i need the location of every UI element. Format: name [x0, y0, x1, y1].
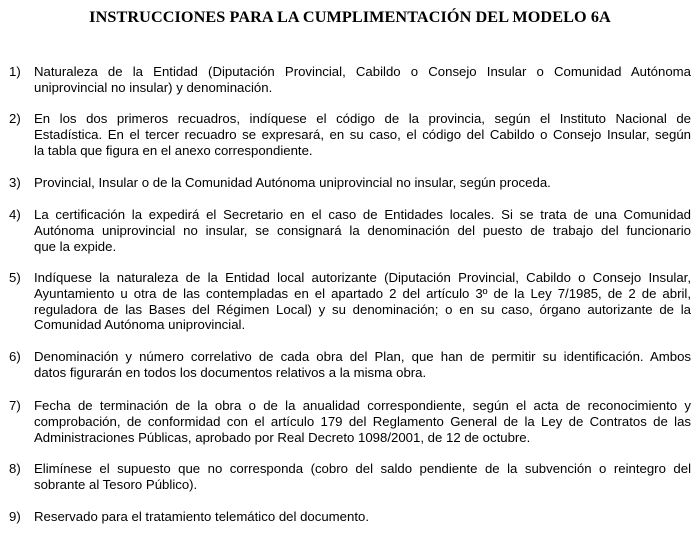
item-text-line: Fecha de terminación de la obra o de la anualidad correspondiente, según el acta de reconocimiento y	[34, 398, 691, 413]
item-text-line: sobrante al Tesoro Público).	[34, 476, 198, 492]
item-number: 2)	[9, 111, 21, 126]
item-text-line: comprobación, de conformidad con el artículo 179 del Reglamento General de la Ley de Contratos de las	[34, 413, 691, 429]
item-text-line: Elimínese el supuesto que no corresponda (cobro del saldo pendiente de la subvención o reintegro del	[34, 461, 691, 476]
item-text-line: reguladora de las Bases del Régimen Local) y su denominación; o en su caso, órgano autorizante de la	[34, 301, 691, 317]
item-number: 7)	[9, 398, 21, 413]
item-text	[34, 509, 691, 525]
item-text	[34, 207, 691, 254]
item-number: 6)	[9, 349, 21, 364]
item-number: 3)	[9, 175, 21, 190]
item-text-line: Administraciones Públicas, aprobado por Real Decreto 1098/2001, de 12 de octubre.	[34, 429, 531, 445]
item-number: 5)	[9, 270, 21, 285]
item-text-line: datos figurarán en todos los documentos relativos a la misma obra.	[34, 364, 427, 380]
item-text-line: la tabla que figura en el anexo correspondiente.	[34, 142, 313, 158]
item-text-line: Autónoma uniprovincial no insular, se consignará la denominación del puesto de trabajo del funcionario	[34, 222, 691, 238]
item-text-line: En los dos primeros recuadros, indíquese el código de la provincia, según el Instituto Nacional de	[34, 111, 691, 126]
item-text	[34, 461, 691, 493]
item-text	[34, 270, 691, 333]
item-number: 9)	[9, 509, 21, 524]
item-text-line: Reservado para el tratamiento telemático del documento.	[34, 509, 369, 524]
item-number: 1)	[9, 64, 21, 79]
item-text	[34, 398, 691, 445]
item-text-line: Naturaleza de la Entidad (Diputación Provincial, Cabildo o Consejo Insular o Comunidad Autónoma	[34, 64, 691, 79]
item-number: 8)	[9, 461, 21, 476]
item-text-line: Indíquese la naturaleza de la Entidad local autorizante (Diputación Provincial, Cabildo o Consejo Insular,	[34, 270, 691, 285]
document-title: INSTRUCCIONES PARA LA CUMPLIMENTACIÓN DEL MODELO 6A	[89, 8, 611, 26]
item-text-line: Denominación y número correlativo de cada obra del Plan, que han de permitir su identificación. Ambos	[34, 349, 691, 364]
item-number: 4)	[9, 207, 21, 222]
item-text-line: Estadística. En el tercer recuadro se expresará, en su caso, el código del Cabildo o Consejo Insular, según	[34, 126, 691, 142]
item-text-line: Ayuntamiento u otra de las contempladas en el apartado 2 del artículo 3º de la Ley 7/1985, de 2 de abril,	[34, 285, 691, 301]
item-text	[34, 349, 691, 381]
item-text-line: Provincial, Insular o de la Comunidad Autónoma uniprovincial no insular, según proceda.	[34, 175, 551, 190]
item-text	[34, 111, 691, 158]
item-text-line: Comunidad Autónoma uniprovincial.	[34, 317, 246, 333]
item-text-line: que la expide.	[34, 238, 117, 254]
item-text	[34, 175, 691, 191]
item-text-line: La certificación la expedirá el Secretario en el caso de Entidades locales. Si se trata de una Comunidad	[34, 207, 691, 222]
item-text-line: uniprovincial no insular) y denominación.	[34, 79, 273, 95]
item-text	[34, 64, 691, 96]
